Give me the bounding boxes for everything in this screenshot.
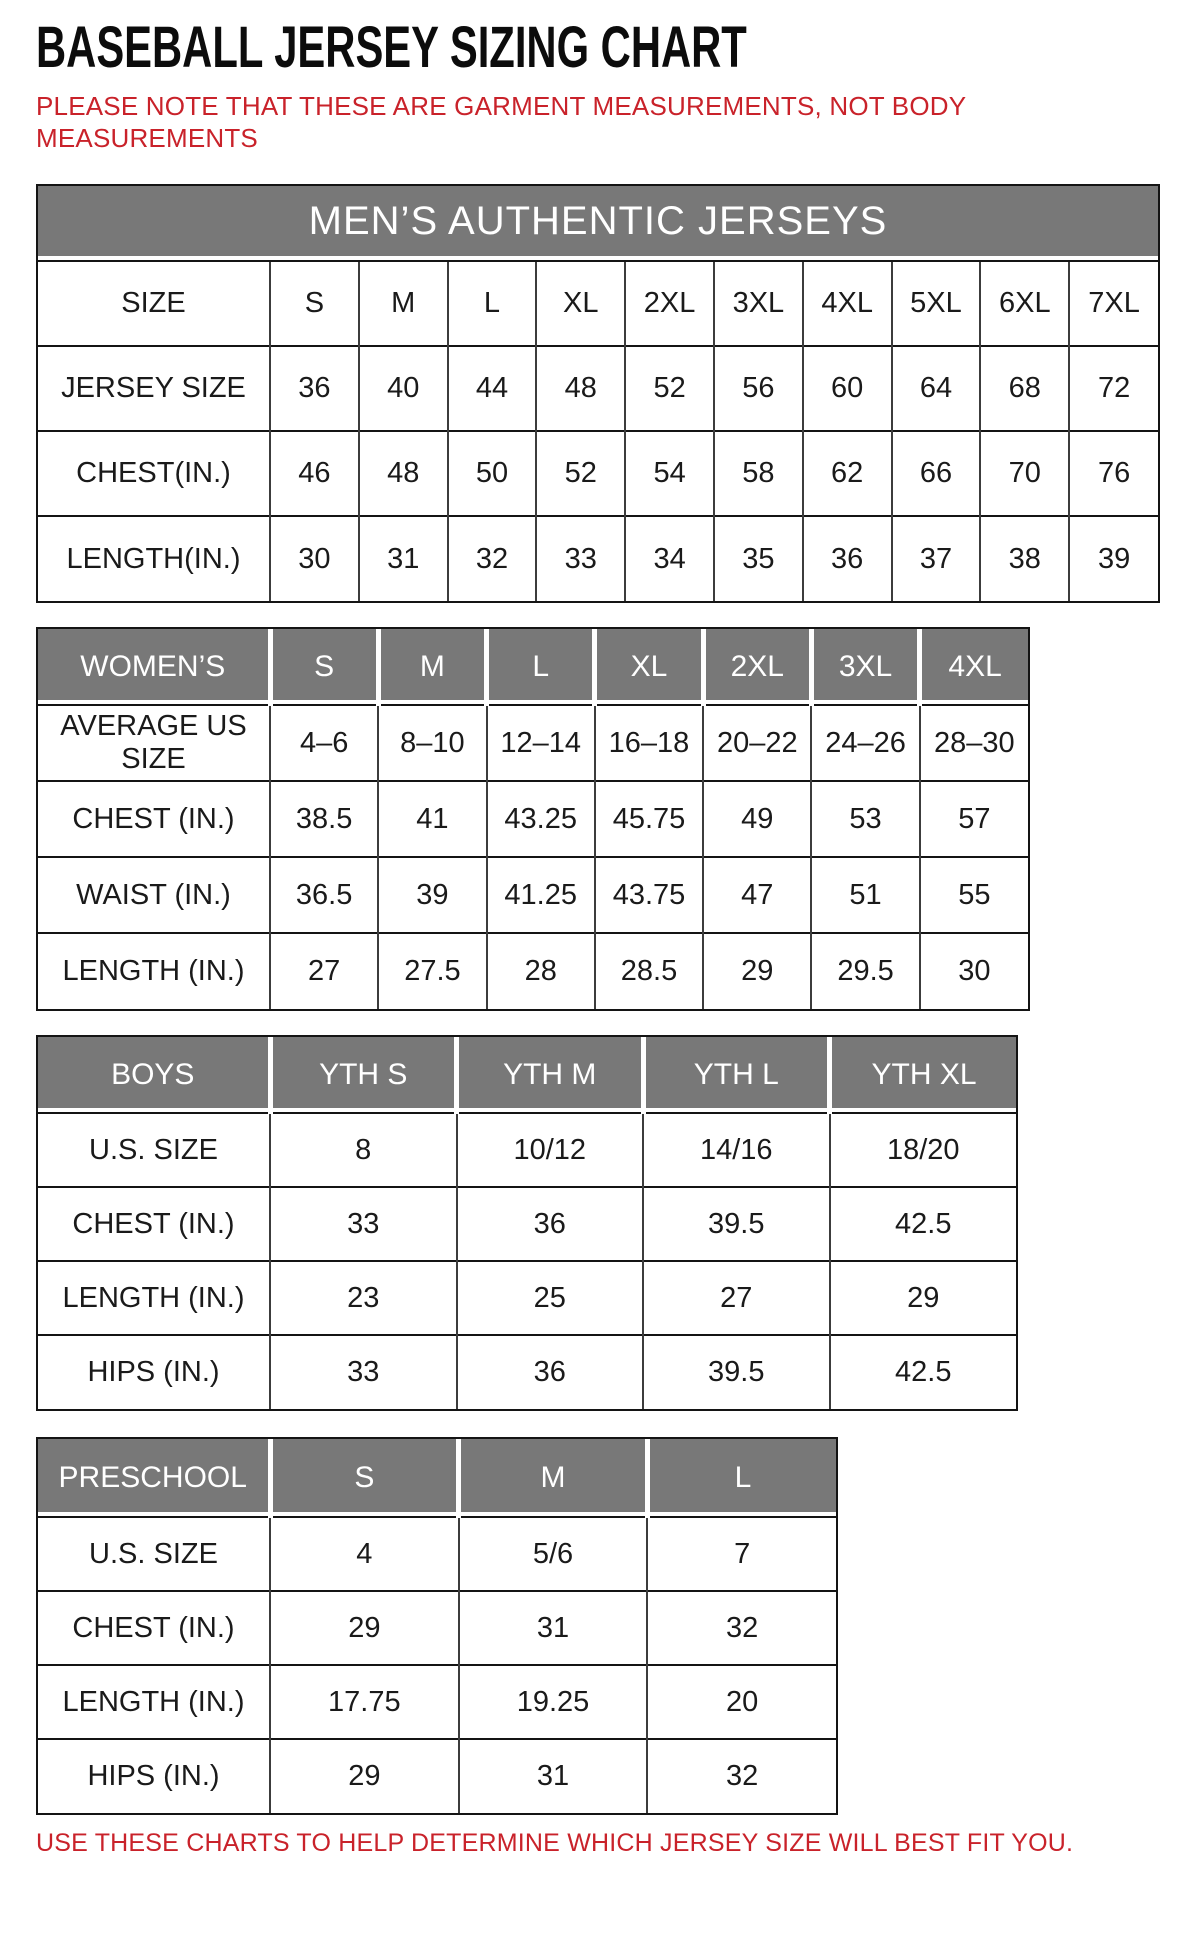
value-cell: 28 (487, 933, 595, 1009)
value-cell: 32 (448, 516, 537, 601)
table-row (38, 516, 1158, 601)
value-cell: 43.25 (487, 781, 595, 857)
value-cell: 27 (643, 1261, 830, 1335)
mens-sizing-table (36, 184, 1160, 603)
footer-note: USE THESE CHARTS TO HELP DETERMINE WHICH JERSEY SIZE WILL BEST FIT YOU. (36, 1829, 1074, 1857)
value-cell: 5XL (892, 261, 981, 346)
value-cell: 2XL (625, 261, 714, 346)
value-cell: 29 (830, 1261, 1017, 1335)
note-line: MEASUREMENTS (36, 123, 258, 153)
table-header-row (38, 1037, 1016, 1113)
value-cell: L (448, 261, 537, 346)
table-row (38, 1187, 1016, 1261)
value-cell: 19.25 (459, 1665, 648, 1739)
value-cell: 76 (1069, 431, 1158, 516)
value-cell: 49 (703, 781, 811, 857)
value-cell: 8 (270, 1113, 457, 1187)
value-cell: 7XL (1069, 261, 1158, 346)
value-cell: 35 (714, 516, 803, 601)
value-cell: 55 (920, 857, 1028, 933)
column-header-cell: S (270, 629, 378, 705)
column-header-cell: YTH S (270, 1037, 457, 1113)
value-cell: 4XL (803, 261, 892, 346)
value-cell: 28.5 (595, 933, 703, 1009)
row-label: LENGTH (IN.) (38, 1665, 270, 1739)
column-header-cell: L (647, 1439, 836, 1517)
value-cell: 44 (448, 346, 537, 431)
value-cell: 42.5 (830, 1187, 1017, 1261)
row-label: WAIST (IN.) (38, 857, 270, 933)
table-row (38, 261, 1158, 346)
value-cell: 39.5 (643, 1335, 830, 1409)
note-line: PLEASE NOTE THAT THESE ARE GARMENT MEASUREMENTS, NOT BODY (36, 91, 967, 121)
value-cell: 16–18 (595, 705, 703, 781)
value-cell: 40 (359, 346, 448, 431)
value-cell: 31 (359, 516, 448, 601)
value-cell: 27 (270, 933, 378, 1009)
value-cell: 10/12 (457, 1113, 644, 1187)
value-cell: 33 (536, 516, 625, 601)
value-cell: 36 (270, 346, 359, 431)
value-cell: 51 (811, 857, 919, 933)
table-header-row (38, 629, 1028, 705)
table-row (38, 1665, 836, 1739)
value-cell: 6XL (980, 261, 1069, 346)
value-cell: 8–10 (378, 705, 486, 781)
value-cell: 36 (803, 516, 892, 601)
value-cell: 62 (803, 431, 892, 516)
value-cell: M (359, 261, 448, 346)
value-cell: 57 (920, 781, 1028, 857)
value-cell: 12–14 (487, 705, 595, 781)
table-row (38, 1517, 836, 1591)
value-cell: 52 (536, 431, 625, 516)
value-cell: 31 (459, 1739, 648, 1813)
value-cell: 58 (714, 431, 803, 516)
value-cell: 42.5 (830, 1335, 1017, 1409)
table-row (38, 781, 1028, 857)
value-cell: 30 (270, 516, 359, 601)
value-cell: 31 (459, 1591, 648, 1665)
column-header-cell: YTH XL (830, 1037, 1017, 1113)
table-header-row (38, 1439, 836, 1517)
row-label: U.S. SIZE (38, 1517, 270, 1591)
column-header-cell: L (487, 629, 595, 705)
value-cell: 20–22 (703, 705, 811, 781)
value-cell: 29 (270, 1739, 459, 1813)
value-cell: 14/16 (643, 1113, 830, 1187)
boys-table (38, 1037, 1016, 1409)
value-cell: 29 (270, 1591, 459, 1665)
value-cell: 38.5 (270, 781, 378, 857)
value-cell: 48 (359, 431, 448, 516)
value-cell: 47 (703, 857, 811, 933)
page-title: BASEBALL JERSEY SIZING CHART (36, 15, 747, 80)
mens-table (38, 260, 1158, 601)
table-row (38, 1591, 836, 1665)
column-header-cell: M (459, 1439, 648, 1517)
value-cell: 37 (892, 516, 981, 601)
value-cell: 46 (270, 431, 359, 516)
value-cell: 72 (1069, 346, 1158, 431)
row-label: SIZE (38, 261, 270, 346)
value-cell: XL (536, 261, 625, 346)
value-cell: 45.75 (595, 781, 703, 857)
value-cell: 50 (448, 431, 537, 516)
value-cell: 25 (457, 1261, 644, 1335)
preschool-sizing-table (36, 1437, 838, 1815)
row-label: U.S. SIZE (38, 1113, 270, 1187)
value-cell: 39 (378, 857, 486, 933)
value-cell: 64 (892, 346, 981, 431)
row-label: CHEST (IN.) (38, 781, 270, 857)
value-cell: 29 (703, 933, 811, 1009)
row-label: LENGTH (IN.) (38, 1261, 270, 1335)
value-cell: 4–6 (270, 705, 378, 781)
row-label: CHEST (IN.) (38, 1187, 270, 1261)
value-cell: 18/20 (830, 1113, 1017, 1187)
womens-sizing-table (36, 627, 1030, 1011)
value-cell: 41.25 (487, 857, 595, 933)
garment-note (36, 90, 1200, 154)
value-cell: 28–30 (920, 705, 1028, 781)
value-cell: 60 (803, 346, 892, 431)
value-cell: 56 (714, 346, 803, 431)
value-cell: 41 (378, 781, 486, 857)
value-cell: 54 (625, 431, 714, 516)
table-row (38, 1113, 1016, 1187)
value-cell: 36.5 (270, 857, 378, 933)
boys-sizing-table (36, 1035, 1018, 1411)
row-label: JERSEY SIZE (38, 346, 270, 431)
value-cell: 70 (980, 431, 1069, 516)
column-header-cell: M (378, 629, 486, 705)
value-cell: 66 (892, 431, 981, 516)
table-header-label: WOMEN’S (38, 629, 270, 705)
value-cell: 32 (647, 1591, 836, 1665)
table-row (38, 346, 1158, 431)
value-cell: 32 (647, 1739, 836, 1813)
value-cell: 33 (270, 1335, 457, 1409)
value-cell: 3XL (714, 261, 803, 346)
row-label: AVERAGE US SIZE (38, 705, 270, 781)
value-cell: 68 (980, 346, 1069, 431)
table-header-label: PRESCHOOL (38, 1439, 270, 1517)
preschool-table (38, 1439, 836, 1813)
value-cell: 29.5 (811, 933, 919, 1009)
value-cell: 24–26 (811, 705, 919, 781)
value-cell: 36 (457, 1335, 644, 1409)
row-label: HIPS (IN.) (38, 1335, 270, 1409)
value-cell: 36 (457, 1187, 644, 1261)
row-label: CHEST (IN.) (38, 1591, 270, 1665)
row-label: HIPS (IN.) (38, 1739, 270, 1813)
value-cell: 52 (625, 346, 714, 431)
value-cell: 7 (647, 1517, 836, 1591)
value-cell: 38 (980, 516, 1069, 601)
column-header-cell: 3XL (811, 629, 919, 705)
table-row (38, 1739, 836, 1813)
value-cell: 48 (536, 346, 625, 431)
value-cell: 30 (920, 933, 1028, 1009)
table-row (38, 431, 1158, 516)
table-row (38, 857, 1028, 933)
table-row (38, 933, 1028, 1009)
row-label: LENGTH (IN.) (38, 933, 270, 1009)
row-label: LENGTH(IN.) (38, 516, 270, 601)
row-label: CHEST(IN.) (38, 431, 270, 516)
column-header-cell: XL (595, 629, 703, 705)
value-cell: 20 (647, 1665, 836, 1739)
value-cell: 53 (811, 781, 919, 857)
value-cell: 34 (625, 516, 714, 601)
value-cell: 17.75 (270, 1665, 459, 1739)
mens-banner-title: MEN’S AUTHENTIC JERSEYS (38, 186, 1158, 260)
column-header-cell: S (270, 1439, 459, 1517)
column-header-cell: 2XL (703, 629, 811, 705)
value-cell: 27.5 (378, 933, 486, 1009)
value-cell: 33 (270, 1187, 457, 1261)
value-cell: 5/6 (459, 1517, 648, 1591)
column-header-cell: YTH L (643, 1037, 830, 1113)
column-header-cell: YTH M (457, 1037, 644, 1113)
womens-table (38, 629, 1028, 1009)
table-row (38, 1335, 1016, 1409)
value-cell: S (270, 261, 359, 346)
value-cell: 43.75 (595, 857, 703, 933)
value-cell: 23 (270, 1261, 457, 1335)
table-header-label: BOYS (38, 1037, 270, 1113)
value-cell: 4 (270, 1517, 459, 1591)
table-row (38, 705, 1028, 781)
value-cell: 39 (1069, 516, 1158, 601)
value-cell: 39.5 (643, 1187, 830, 1261)
column-header-cell: 4XL (920, 629, 1028, 705)
table-row (38, 1261, 1016, 1335)
